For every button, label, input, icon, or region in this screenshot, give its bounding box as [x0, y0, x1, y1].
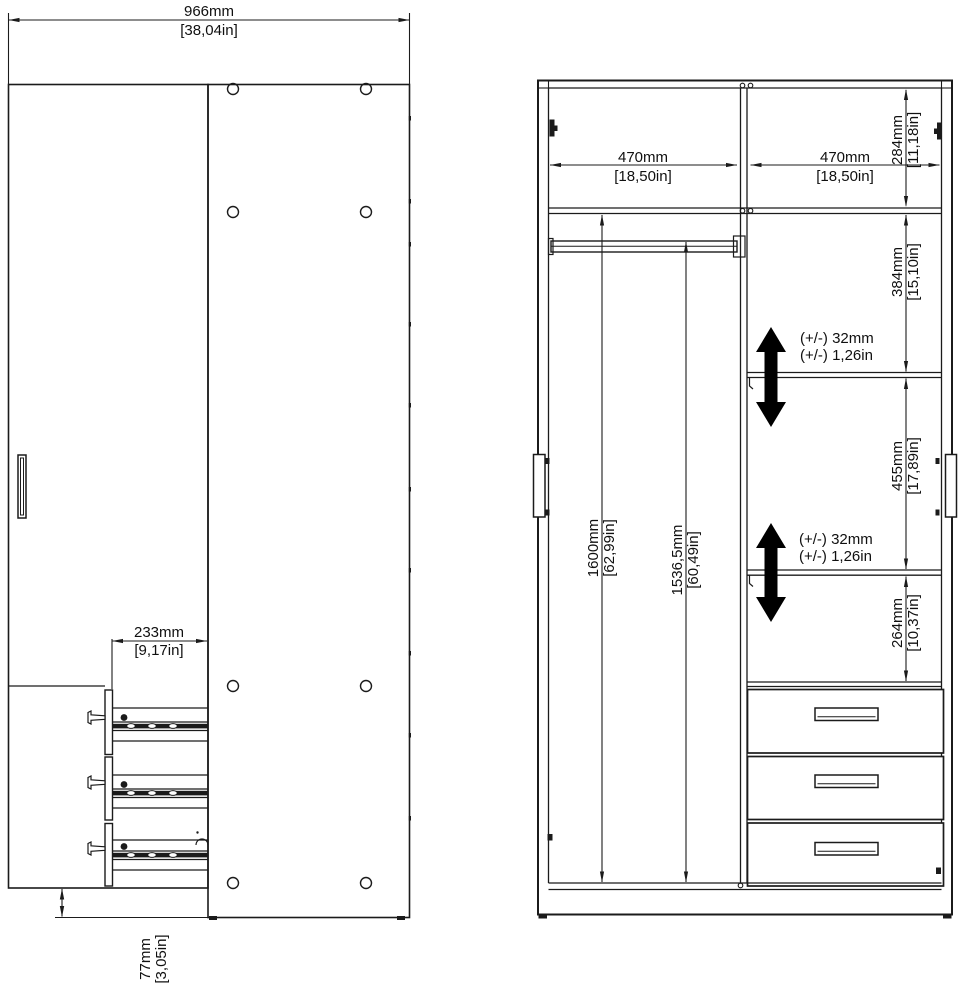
drawer-slide-2: [113, 775, 208, 808]
drawer-slide-1: [113, 708, 208, 741]
shelf-adjust-arrow-lower: [756, 523, 786, 622]
right-compartment-in-label: [18,50in]: [816, 168, 874, 185]
drawer-fronts-side: [105, 690, 113, 886]
hanging-1600-label: 1600mm [62,99in]: [585, 518, 618, 578]
drawer-slide-3: [113, 831, 209, 870]
door-handle: [18, 455, 26, 518]
door-panel: [9, 85, 209, 889]
shelf-adjust-upper-note: (+/-) 32mm (+/-) 1,26in: [800, 330, 874, 364]
drawer-depth-in-label: [9,17in]: [134, 642, 184, 659]
overall-width-mm-label: 966mm: [183, 3, 235, 20]
shelf-384-label: 384mm [15,10in]: [889, 243, 922, 301]
hinge-top-left: [550, 120, 558, 137]
plinth-height-label: 77mm [3,05in]: [137, 934, 170, 984]
top-height-284-label: 284mm [11,18in]: [889, 111, 922, 169]
shelf-adjust-lower-note: (+/-) 32mm (+/-) 1,26in: [799, 531, 873, 565]
drawer-knobs: [88, 711, 105, 855]
drawer-top-shelf: [747, 682, 942, 687]
rail-1536-label: 1536,5mm [60,49in]: [669, 524, 702, 596]
hanging-rail: [549, 236, 746, 257]
drawer-depth-mm-label: 233mm: [133, 624, 185, 641]
overall-width-in-label: [38,04in]: [180, 22, 238, 39]
right-compartment-mm-label: 470mm: [819, 149, 871, 166]
hinge-mid-left: [534, 455, 550, 518]
dim-plinth-height: [55, 889, 208, 918]
hinge-top-right: [934, 123, 942, 140]
left-compartment-mm-label: 470mm: [617, 149, 669, 166]
hinge-mid-right: [936, 455, 957, 518]
cam-holes: [228, 84, 372, 889]
shelf-264-label: 264mm [10,37in]: [889, 594, 922, 652]
left-view: [9, 13, 412, 920]
left-compartment-in-label: [18,50in]: [614, 168, 672, 185]
shelf-455-label: 455mm [17,89in]: [889, 437, 922, 495]
